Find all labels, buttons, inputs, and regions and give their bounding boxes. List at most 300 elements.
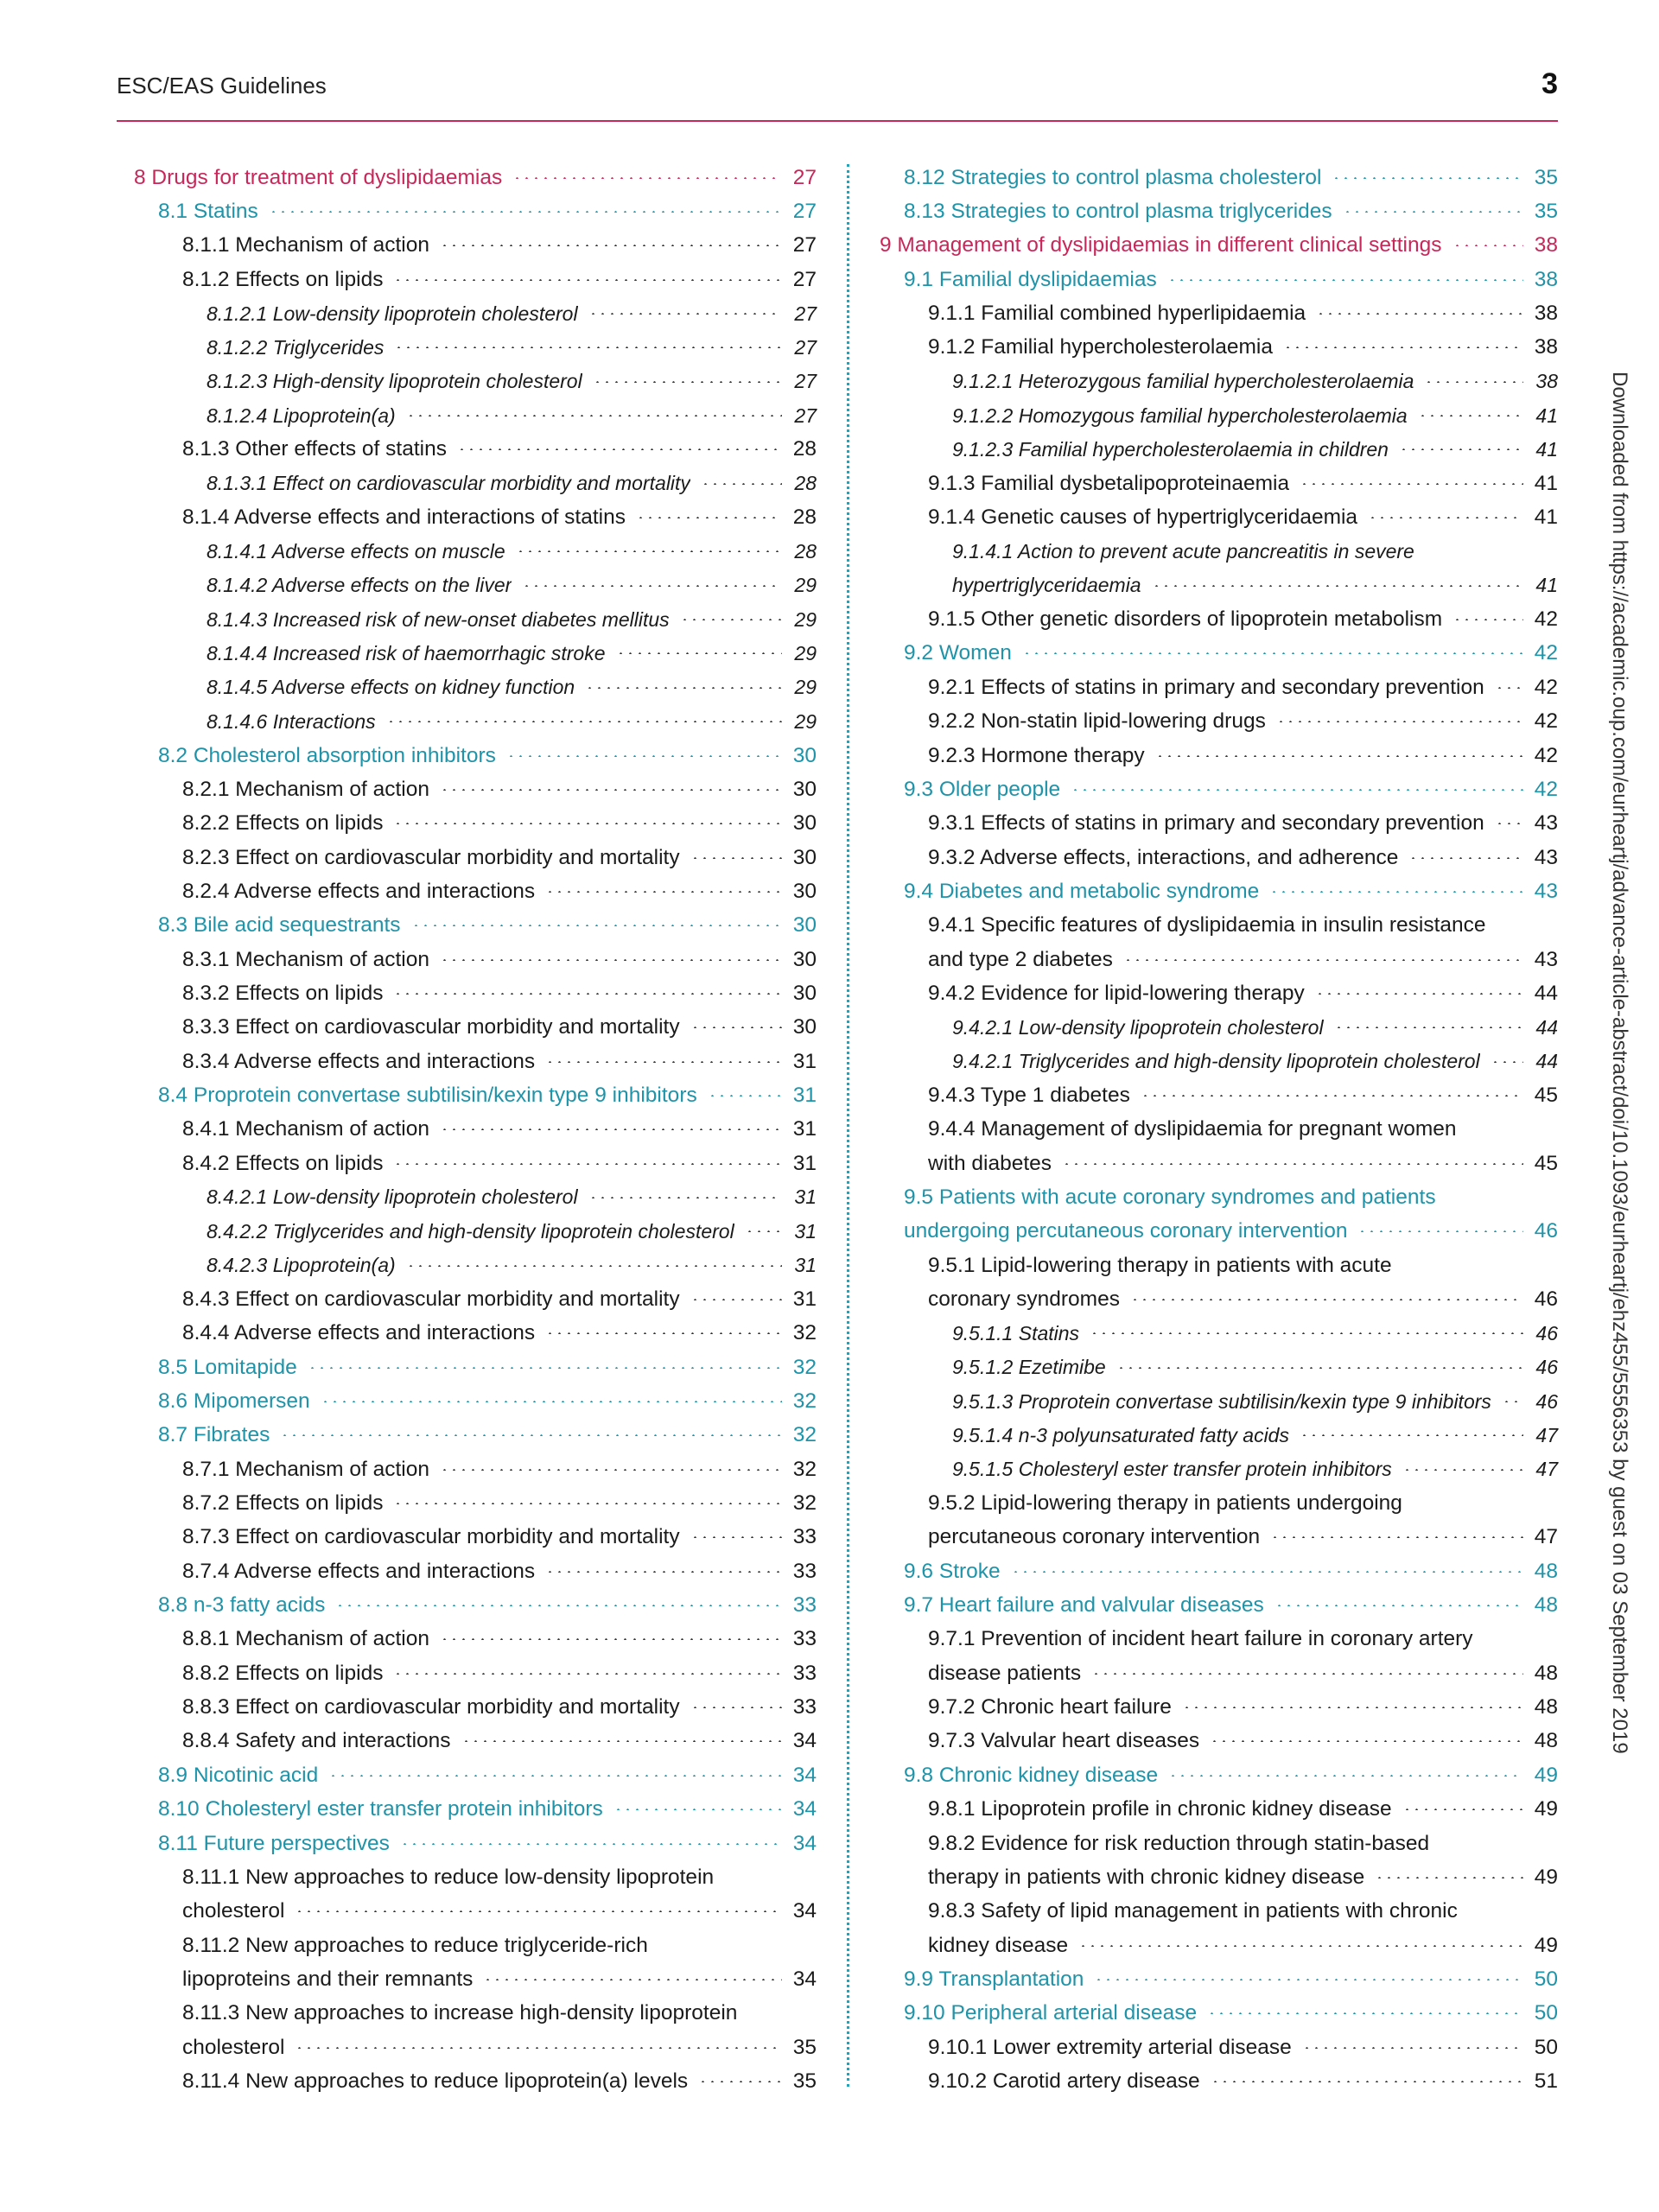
toc-entry[interactable] bbox=[880, 1045, 1558, 1078]
toc-entry-page: 35 bbox=[792, 2035, 817, 2059]
toc-entry[interactable] bbox=[134, 569, 817, 602]
dot-leader bbox=[1424, 381, 1523, 383]
dot-leader bbox=[1402, 1808, 1523, 1810]
toc-entry-title: 9.5.2 Lipid-lowering therapy in patients undergoing bbox=[928, 1491, 1402, 1516]
toc-entry-title: 8.5 Lomitapide bbox=[158, 1355, 297, 1379]
toc-entry[interactable] bbox=[134, 467, 817, 500]
toc-entry-title: 9.4.4 Management of dyslipidaemia for pregnant women bbox=[928, 1117, 1457, 1141]
toc-entry[interactable] bbox=[880, 1690, 1558, 1724]
toc-entry[interactable] bbox=[880, 602, 1558, 636]
toc-entry[interactable] bbox=[134, 1113, 817, 1147]
toc-entry-page: 31 bbox=[792, 1151, 817, 1175]
toc-entry-title: 8.1.4.4 Increased risk of haemorrhagic stroke bbox=[207, 641, 606, 664]
toc-entry-title: 8.1.2.4 Lipoprotein(a) bbox=[207, 404, 396, 427]
toc-entry[interactable] bbox=[880, 535, 1558, 569]
running-header bbox=[117, 67, 1558, 119]
toc-entry-page: 29 bbox=[794, 709, 817, 733]
toc-entry[interactable] bbox=[134, 194, 817, 228]
toc-entry[interactable] bbox=[880, 874, 1558, 908]
toc-entry[interactable] bbox=[134, 2064, 817, 2098]
toc-entry[interactable] bbox=[134, 331, 817, 365]
toc-entry-title: 9.1.2 Familial hypercholesterolaemia bbox=[928, 335, 1273, 359]
toc-entry[interactable] bbox=[134, 976, 817, 1010]
toc-entry-title: disease patients bbox=[928, 1661, 1082, 1685]
toc-entry[interactable] bbox=[880, 398, 1558, 432]
toc-entry-title: undergoing percutaneous coronary intervention bbox=[904, 1219, 1348, 1243]
toc-column-left bbox=[134, 161, 817, 2099]
toc-entry[interactable] bbox=[134, 1997, 817, 2031]
toc-entry[interactable] bbox=[880, 1419, 1558, 1452]
toc-entry-page: 32 bbox=[792, 1457, 817, 1481]
dot-leader bbox=[745, 1230, 782, 1232]
dot-leader bbox=[588, 1197, 782, 1198]
toc-entry[interactable] bbox=[880, 841, 1558, 874]
toc-entry-title: 9.1.2.3 Familial hypercholesterolaemia in children bbox=[952, 437, 1389, 461]
toc-entry[interactable] bbox=[880, 1758, 1558, 1792]
toc-entry-page: 33 bbox=[792, 1525, 817, 1549]
toc-entry-title: 9.4.2.1 Low-density lipoprotein cholesterol bbox=[952, 1015, 1324, 1039]
toc-entry[interactable] bbox=[134, 1895, 817, 1929]
page-number: 3 bbox=[1541, 67, 1558, 100]
toc-entry[interactable] bbox=[134, 263, 817, 296]
dot-leader bbox=[393, 279, 782, 281]
dot-leader bbox=[440, 959, 782, 961]
toc-entry[interactable] bbox=[134, 229, 817, 263]
toc-entry[interactable] bbox=[880, 433, 1558, 467]
toc-entry[interactable] bbox=[880, 909, 1558, 943]
toc-entry-title: 9.7 Heart failure and valvular diseases bbox=[904, 1593, 1264, 1618]
dot-leader bbox=[516, 550, 782, 552]
toc-entry[interactable] bbox=[880, 1384, 1558, 1418]
dot-leader bbox=[1211, 2081, 1523, 2082]
toc-entry-page: 47 bbox=[1535, 1458, 1558, 1481]
toc-entry[interactable] bbox=[134, 874, 817, 908]
toc-entry-title: 9.2 Women bbox=[904, 641, 1012, 665]
toc-entry[interactable] bbox=[134, 1588, 817, 1622]
toc-entry-page: 31 bbox=[792, 1049, 817, 1073]
toc-entry[interactable] bbox=[134, 671, 817, 704]
dot-leader bbox=[1302, 2047, 1523, 2049]
toc-entry-title: 9.7.1 Prevention of incident heart failure in coronary artery bbox=[928, 1627, 1473, 1651]
toc-entry-page: 34 bbox=[792, 1831, 817, 1855]
toc-entry[interactable] bbox=[134, 1011, 817, 1045]
toc-entry-title: 9.4.2 Evidence for lipid-lowering therapy bbox=[928, 981, 1305, 1005]
toc-entry-page: 30 bbox=[792, 913, 817, 938]
toc-entry-page: 27 bbox=[792, 267, 817, 291]
toc-entry[interactable] bbox=[134, 1793, 817, 1827]
toc-entry-page: 43 bbox=[1534, 811, 1558, 836]
toc-entry[interactable] bbox=[880, 1486, 1558, 1520]
toc-entry-title: therapy in patients with chronic kidney disease bbox=[928, 1865, 1365, 1889]
toc-entry-title: 9.2.2 Non-statin lipid-lowering drugs bbox=[928, 709, 1266, 734]
toc-entry-title: 8.11 Future perspectives bbox=[158, 1831, 390, 1855]
toc-entry-page: 44 bbox=[1535, 1050, 1558, 1073]
toc-entry[interactable] bbox=[134, 1725, 817, 1758]
toc-entry[interactable] bbox=[134, 1554, 817, 1588]
dot-leader bbox=[411, 925, 782, 926]
toc-entry-page: 44 bbox=[1534, 981, 1558, 1005]
toc-entry-page: 28 bbox=[794, 472, 817, 495]
toc-entry-page: 35 bbox=[1534, 200, 1558, 224]
toc-entry[interactable] bbox=[134, 1317, 817, 1351]
toc-entry[interactable] bbox=[880, 1962, 1558, 1996]
toc-entry[interactable] bbox=[880, 1623, 1558, 1656]
toc-entry[interactable] bbox=[880, 705, 1558, 739]
toc-entry-title: 9.1.2.1 Heterozygous familial hypercholesterolaemia bbox=[952, 370, 1414, 393]
toc-entry-page: 31 bbox=[792, 1287, 817, 1312]
toc-entry-title: 8.2.3 Effect on cardiovascular morbidity and mortality bbox=[182, 845, 680, 869]
dot-leader bbox=[593, 381, 782, 383]
dot-leader bbox=[440, 789, 782, 791]
toc-entry[interactable] bbox=[880, 1521, 1558, 1554]
toc-entry[interactable] bbox=[880, 1282, 1558, 1316]
toc-entry[interactable] bbox=[880, 1725, 1558, 1758]
dot-leader bbox=[440, 1128, 782, 1130]
toc-entry-title: 8.10 Cholesteryl ester transfer protein inhibitors bbox=[158, 1797, 603, 1821]
toc-entry[interactable] bbox=[134, 909, 817, 943]
toc-entry-page: 34 bbox=[792, 1763, 817, 1787]
toc-entry-page: 42 bbox=[1534, 641, 1558, 665]
toc-entry[interactable] bbox=[880, 772, 1558, 806]
toc-entry-title: 8.7.1 Mechanism of action bbox=[182, 1457, 429, 1481]
toc-entry[interactable] bbox=[880, 467, 1558, 500]
toc-entry-page: 50 bbox=[1534, 2035, 1558, 2059]
toc-entry-page: 43 bbox=[1534, 879, 1558, 903]
toc-entry-title: 8.8.4 Safety and interactions bbox=[182, 1729, 451, 1753]
toc-entry-title: 8.1.2 Effects on lipids bbox=[182, 267, 384, 291]
toc-entry[interactable] bbox=[880, 1147, 1558, 1180]
toc-entry-page: 34 bbox=[792, 1967, 817, 1991]
dot-leader bbox=[393, 823, 782, 824]
toc-entry[interactable] bbox=[880, 365, 1558, 398]
toc-entry[interactable] bbox=[880, 1351, 1558, 1384]
toc-entry[interactable] bbox=[134, 500, 817, 534]
toc-entry[interactable] bbox=[134, 1215, 817, 1249]
dot-leader bbox=[1300, 483, 1523, 485]
toc-entry[interactable] bbox=[880, 2031, 1558, 2064]
dot-leader bbox=[616, 652, 782, 654]
toc-entry-page: 31 bbox=[792, 1117, 817, 1141]
toc-entry[interactable] bbox=[880, 943, 1558, 976]
toc-entry[interactable] bbox=[880, 1554, 1558, 1588]
toc-entry[interactable] bbox=[134, 943, 817, 976]
toc-entry[interactable] bbox=[134, 1452, 817, 1486]
dot-leader bbox=[545, 1061, 782, 1063]
toc-entry-page: 28 bbox=[794, 539, 817, 563]
dot-leader bbox=[1274, 1605, 1523, 1606]
toc-entry[interactable] bbox=[134, 1758, 817, 1792]
dot-leader bbox=[1375, 1877, 1523, 1878]
toc-entry-title: 9.3.2 Adverse effects, interactions, and adherence bbox=[928, 845, 1399, 869]
toc-entry-title: 8.8.1 Mechanism of action bbox=[182, 1627, 429, 1651]
dot-leader bbox=[1399, 448, 1523, 450]
toc-entry-page: 49 bbox=[1534, 1865, 1558, 1889]
toc-entry[interactable] bbox=[880, 229, 1558, 263]
toc-entry-title: 9.6 Stroke bbox=[904, 1559, 1001, 1583]
toc-entry-title: 9.1.3 Familial dysbetalipoproteinaemia bbox=[928, 471, 1290, 495]
toc-entry[interactable] bbox=[134, 1078, 817, 1112]
toc-entry[interactable] bbox=[134, 1860, 817, 1894]
toc-entry[interactable] bbox=[134, 1827, 817, 1860]
toc-entry[interactable] bbox=[134, 1249, 817, 1282]
toc-entry-title: kidney disease bbox=[928, 1933, 1069, 1957]
toc-entry-title: 9.1.1 Familial combined hyperlipidaemia bbox=[928, 302, 1306, 326]
toc-entry-page: 32 bbox=[792, 1389, 817, 1414]
dot-leader bbox=[1071, 789, 1523, 791]
toc-entry[interactable] bbox=[134, 2031, 817, 2064]
toc-entry[interactable] bbox=[134, 841, 817, 874]
toc-entry[interactable] bbox=[880, 1929, 1558, 1962]
toc-entry[interactable] bbox=[880, 1860, 1558, 1894]
dot-leader bbox=[393, 1503, 782, 1504]
dot-leader bbox=[1357, 1230, 1523, 1232]
toc-entry[interactable] bbox=[880, 1317, 1558, 1351]
dot-leader bbox=[1495, 823, 1523, 824]
toc-entry-page: 31 bbox=[794, 1254, 817, 1277]
toc-entry-page: 31 bbox=[792, 1083, 817, 1107]
toc-entry[interactable] bbox=[134, 398, 817, 432]
toc-entry[interactable] bbox=[134, 1045, 817, 1078]
toc-entry-page: 48 bbox=[1534, 1695, 1558, 1719]
toc-entry[interactable] bbox=[880, 807, 1558, 841]
toc-entry-page: 29 bbox=[794, 607, 817, 631]
dot-leader bbox=[512, 177, 782, 179]
toc-entry-page: 44 bbox=[1535, 1015, 1558, 1039]
dot-leader bbox=[406, 415, 782, 416]
toc-entry[interactable] bbox=[134, 1384, 817, 1418]
dot-leader bbox=[1502, 1401, 1523, 1402]
toc-entry[interactable] bbox=[134, 772, 817, 806]
toc-entry-page: 34 bbox=[792, 1797, 817, 1821]
dot-leader bbox=[1116, 1367, 1523, 1369]
toc-entry-title: 8.11.3 New approaches to increase high-density lipoprotein bbox=[182, 2001, 738, 2025]
dot-leader bbox=[588, 313, 782, 315]
dot-leader bbox=[328, 1775, 782, 1777]
toc-entry[interactable] bbox=[134, 1656, 817, 1690]
toc-entry-title: 9.4.3 Type 1 diabetes bbox=[928, 1083, 1130, 1107]
toc-entry[interactable] bbox=[880, 161, 1558, 194]
toc-entry-page: 30 bbox=[792, 879, 817, 903]
toc-entry[interactable] bbox=[880, 637, 1558, 671]
toc-entry[interactable] bbox=[880, 500, 1558, 534]
toc-entry-page: 31 bbox=[794, 1219, 817, 1243]
toc-entry-page: 45 bbox=[1534, 1151, 1558, 1175]
toc-entry-title: 9.4.1 Specific features of dyslipidaemia in insulin resistance bbox=[928, 913, 1486, 938]
toc-entry[interactable] bbox=[880, 1827, 1558, 1860]
dot-leader bbox=[461, 1740, 782, 1742]
toc-entry-page: 38 bbox=[1534, 335, 1558, 359]
toc-entry-title: 8.7.4 Adverse effects and interactions bbox=[182, 1559, 536, 1583]
dot-leader bbox=[295, 1910, 782, 1912]
toc-entry-page: 41 bbox=[1535, 574, 1558, 597]
toc-entry[interactable] bbox=[134, 1351, 817, 1384]
toc-entry-page: 42 bbox=[1534, 607, 1558, 632]
toc-entry-title: 8.1.3.1 Effect on cardiovascular morbidity and mortality bbox=[207, 472, 690, 495]
dot-leader bbox=[1022, 652, 1523, 654]
toc-entry-title: 8.8 n-3 fatty acids bbox=[158, 1593, 326, 1618]
toc-entry-title: 8.8.2 Effects on lipids bbox=[182, 1661, 384, 1685]
dot-leader bbox=[269, 211, 782, 213]
toc-entry[interactable] bbox=[880, 976, 1558, 1010]
toc-entry-page: 28 bbox=[792, 437, 817, 461]
toc-entry-page: 34 bbox=[792, 1899, 817, 1923]
dot-leader bbox=[1491, 1061, 1523, 1063]
toc-entry-title: 8.1 Statins bbox=[158, 200, 258, 224]
toc-entry-title: 8.11.2 New approaches to reduce triglyceride-rich bbox=[182, 1933, 648, 1957]
toc-entry-page: 48 bbox=[1534, 1729, 1558, 1753]
toc-entry[interactable] bbox=[134, 1623, 817, 1656]
toc-entry[interactable] bbox=[134, 161, 817, 194]
toc-entry-page: 38 bbox=[1534, 233, 1558, 257]
toc-entry-page: 46 bbox=[1535, 1389, 1558, 1413]
toc-entry-page: 30 bbox=[792, 981, 817, 1005]
dot-leader bbox=[690, 1536, 782, 1538]
toc-entry-title: 9.1.2.2 Homozygous familial hypercholesterolaemia bbox=[952, 404, 1408, 427]
toc-entry[interactable] bbox=[880, 1895, 1558, 1929]
toc-entry[interactable] bbox=[134, 637, 817, 671]
toc-entry[interactable] bbox=[134, 1180, 817, 1214]
toc-entry[interactable] bbox=[134, 739, 817, 772]
toc-entry[interactable] bbox=[134, 1690, 817, 1724]
toc-entry[interactable] bbox=[880, 296, 1558, 330]
dot-leader bbox=[1182, 1707, 1523, 1708]
toc-entry[interactable] bbox=[134, 1419, 817, 1452]
column-divider bbox=[847, 164, 849, 2087]
toc-entry-page: 27 bbox=[794, 335, 817, 359]
toc-entry-title: 8.4.2 Effects on lipids bbox=[182, 1151, 384, 1175]
toc-entry-title: 9.3 Older people bbox=[904, 777, 1061, 801]
dot-leader bbox=[690, 857, 782, 859]
toc-entry[interactable] bbox=[880, 1180, 1558, 1214]
toc-entry-title: 8.2.2 Effects on lipids bbox=[182, 811, 384, 836]
toc-entry[interactable] bbox=[880, 194, 1558, 228]
toc-entry[interactable] bbox=[880, 1113, 1558, 1147]
toc-entry[interactable] bbox=[880, 2064, 1558, 2098]
toc-entry[interactable] bbox=[880, 671, 1558, 704]
toc-entry[interactable] bbox=[134, 433, 817, 467]
toc-entry[interactable] bbox=[880, 739, 1558, 772]
dot-leader bbox=[1418, 415, 1523, 416]
toc-entry-title: 9.5.1.1 Statins bbox=[952, 1321, 1080, 1344]
toc-entry-page: 29 bbox=[794, 676, 817, 699]
toc-entry[interactable] bbox=[880, 1588, 1558, 1622]
toc-entry-page: 42 bbox=[1534, 777, 1558, 801]
toc-entry-page: 45 bbox=[1534, 1083, 1558, 1107]
toc-entry-title: 8.1.4.3 Increased risk of new-onset diabetes mellitus bbox=[207, 607, 670, 631]
dot-leader bbox=[1167, 279, 1523, 281]
dot-leader bbox=[690, 1027, 782, 1028]
toc-entry-page: 38 bbox=[1535, 370, 1558, 393]
toc-entry-title: 9.3.1 Effects of statins in primary and secondary prevention bbox=[928, 811, 1484, 836]
toc-entry-page: 30 bbox=[792, 1015, 817, 1039]
toc-entry-title: 9.8.2 Evidence for risk reduction through statin-based bbox=[928, 1831, 1430, 1855]
dot-leader bbox=[1155, 755, 1523, 757]
dot-leader bbox=[1130, 1299, 1523, 1300]
toc-entry-page: 49 bbox=[1534, 1797, 1558, 1821]
toc-entry-page: 32 bbox=[792, 1491, 817, 1516]
toc-entry[interactable] bbox=[880, 1997, 1558, 2031]
toc-entry-title: 8.4.3 Effect on cardiovascular morbidity and mortality bbox=[182, 1287, 680, 1312]
header-rule bbox=[117, 120, 1558, 122]
toc-entry-page: 29 bbox=[794, 574, 817, 597]
toc-entry-title: 9.1.4.1 Action to prevent acute pancreatitis in severe bbox=[952, 539, 1414, 563]
toc-entry[interactable] bbox=[134, 1147, 817, 1180]
dot-leader bbox=[1141, 1095, 1523, 1096]
toc-entry-title: 8.3.4 Adverse effects and interactions bbox=[182, 1049, 536, 1073]
toc-entry[interactable] bbox=[880, 569, 1558, 602]
dot-leader bbox=[457, 448, 782, 450]
dot-leader bbox=[1091, 1673, 1523, 1675]
dot-leader bbox=[506, 755, 782, 757]
toc-entry[interactable] bbox=[880, 1215, 1558, 1249]
toc-entry-page: 41 bbox=[1534, 471, 1558, 495]
toc-entry-page: 41 bbox=[1535, 404, 1558, 427]
toc-entry[interactable] bbox=[134, 1521, 817, 1554]
toc-entry[interactable] bbox=[134, 535, 817, 569]
toc-entry-page: 29 bbox=[794, 641, 817, 664]
toc-entry-page: 50 bbox=[1534, 2001, 1558, 2025]
toc-entry-title: 8.1.1 Mechanism of action bbox=[182, 233, 429, 257]
dot-leader bbox=[393, 993, 782, 995]
toc-entry[interactable] bbox=[880, 1078, 1558, 1112]
toc-entry[interactable] bbox=[880, 1249, 1558, 1282]
dot-leader bbox=[1207, 2012, 1523, 2014]
dot-leader bbox=[1270, 1536, 1523, 1538]
dot-leader bbox=[280, 1434, 782, 1436]
toc-entry-title: 8.7 Fibrates bbox=[158, 1423, 270, 1447]
toc-entry[interactable] bbox=[134, 1486, 817, 1520]
toc-entry[interactable] bbox=[880, 263, 1558, 296]
toc-entry[interactable] bbox=[134, 1929, 817, 1962]
dot-leader bbox=[1332, 177, 1523, 179]
toc-entry[interactable] bbox=[880, 1793, 1558, 1827]
toc-entry-title: 9.4 Diabetes and metabolic syndrome bbox=[904, 879, 1260, 903]
toc-entry-title: 9.7.3 Valvular heart diseases bbox=[928, 1729, 1200, 1753]
toc-entry[interactable] bbox=[880, 1011, 1558, 1045]
toc-entry[interactable] bbox=[880, 1656, 1558, 1690]
toc-entry-page: 30 bbox=[792, 777, 817, 801]
toc-entry[interactable] bbox=[134, 1962, 817, 1996]
toc-entry-page: 30 bbox=[792, 743, 817, 767]
toc-entry[interactable] bbox=[134, 1282, 817, 1316]
toc-entry[interactable] bbox=[134, 296, 817, 330]
toc-entry-page: 46 bbox=[1534, 1219, 1558, 1243]
toc-entry-title: 9.5 Patients with acute coronary syndromes and patients bbox=[904, 1185, 1436, 1209]
toc-entry[interactable] bbox=[134, 365, 817, 398]
dot-leader bbox=[545, 1571, 782, 1573]
dot-leader bbox=[440, 1469, 782, 1471]
toc-entry-title: 8.1.4 Adverse effects and interactions of statins bbox=[182, 505, 626, 530]
toc-entry-title: 9.10.2 Carotid artery disease bbox=[928, 2069, 1200, 2093]
toc-entry[interactable] bbox=[134, 705, 817, 739]
dot-leader bbox=[1315, 993, 1523, 995]
toc-entry-title: with diabetes bbox=[928, 1151, 1052, 1175]
toc-entry[interactable] bbox=[134, 807, 817, 841]
toc-entry-title: 8.1.4.2 Adverse effects on the liver bbox=[207, 574, 512, 597]
toc-entry-title: 8.1.3 Other effects of statins bbox=[182, 437, 447, 461]
toc-entry-title: 8.3 Bile acid sequestrants bbox=[158, 913, 401, 938]
toc-entry-title: 9.8 Chronic kidney disease bbox=[904, 1763, 1159, 1787]
toc-entry-title: 8.7.2 Effects on lipids bbox=[182, 1491, 384, 1516]
dot-leader bbox=[400, 1843, 782, 1845]
toc-entry-title: 9 Management of dyslipidaemias in different clinical settings bbox=[880, 233, 1442, 257]
dot-leader bbox=[321, 1401, 782, 1402]
toc-entry[interactable] bbox=[880, 1452, 1558, 1486]
dot-leader bbox=[1343, 211, 1523, 213]
toc-entry-title: 8.11.4 New approaches to reduce lipoprotein(a) levels bbox=[182, 2069, 689, 2093]
toc-entry[interactable] bbox=[880, 331, 1558, 365]
toc-entry[interactable] bbox=[134, 602, 817, 636]
